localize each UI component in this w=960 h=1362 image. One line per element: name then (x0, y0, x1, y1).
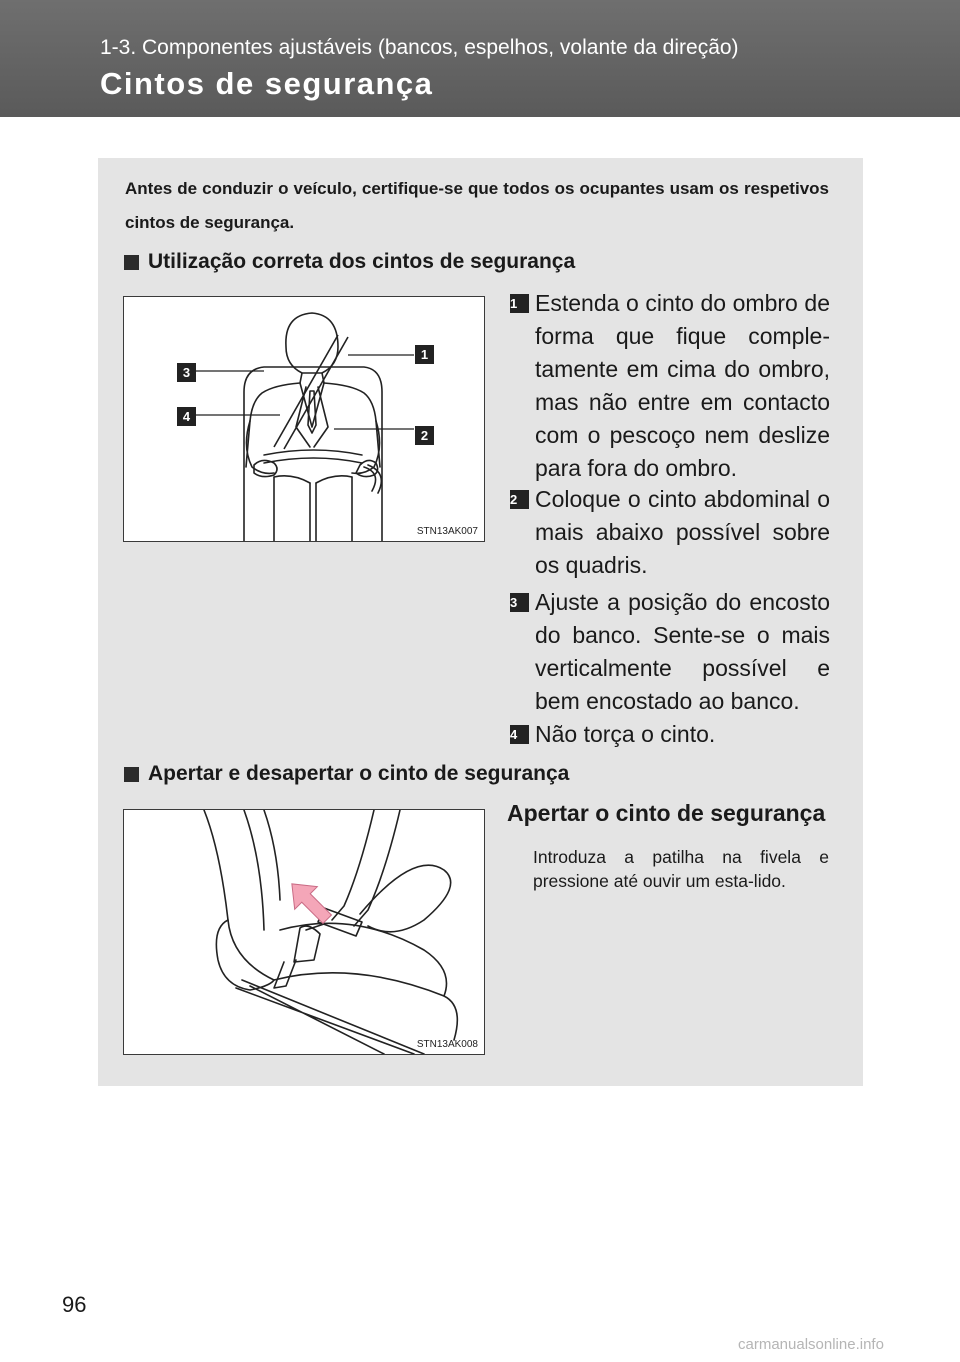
seatbelt-position-illustration (123, 296, 485, 542)
page-title: Cintos de segurança (100, 66, 434, 101)
step-number-badge: 4 (510, 725, 529, 744)
watermark: carmanualsonline.info (738, 1336, 884, 1353)
step-text: Não torça o cinto. (535, 721, 716, 747)
step-text: Ajuste a posição do encosto do banco. Sente-se o mais verticalmente possível e bem encostado ao banco. (535, 589, 830, 714)
step-number-badge: 2 (510, 490, 529, 509)
step-item (510, 287, 830, 485)
breadcrumb: 1-3. Componentes ajustáveis (bancos, espelhos, volante da direção) (100, 36, 739, 59)
figure-code: STN13AK007 (416, 526, 478, 537)
buckle-drawing (124, 810, 484, 1054)
step-number-badge: 3 (510, 593, 529, 612)
callout-badge-2: 2 (415, 426, 434, 445)
intro-text: Antes de conduzir o veículo, certifique-se que todos os ocupantes usam os respetivos cintos de segurança. (125, 179, 829, 232)
square-bullet-icon (124, 255, 139, 270)
page-header (0, 0, 960, 117)
page-number: 96 (62, 1292, 87, 1317)
square-bullet-icon (124, 767, 139, 782)
section-heading-fasten-unfasten (124, 762, 569, 786)
section-heading-label: Utilização correta dos cintos de segurança (148, 250, 576, 273)
buckle-fastening-illustration (123, 809, 485, 1055)
section-heading-label: Apertar e desapertar o cinto de segurança (148, 762, 570, 785)
figure-code: STN13AK008 (416, 1039, 478, 1050)
fasten-instruction-text: Introduza a patilha na fivela e pressione até ouvir um esta-lido. (533, 847, 829, 891)
step-text: Estenda o cinto do ombro de forma que fique comple-tamente em cima do ombro, mas não entre em contacto com o pescoço nem deslize para fora do ombro. (535, 290, 830, 481)
callout-badge-4: 4 (177, 407, 196, 426)
callout-badge-1: 1 (415, 345, 434, 364)
section-heading-correct-use (124, 250, 575, 274)
fasten-subheading: Apertar o cinto de segurança (507, 800, 826, 826)
step-item (510, 718, 830, 751)
step-number-badge: 1 (510, 294, 529, 313)
callout-badge-3: 3 (177, 363, 196, 382)
step-item (510, 483, 830, 582)
step-text: Coloque o cinto abdominal o mais abaixo possível sobre os quadris. (535, 486, 830, 578)
step-item (510, 586, 830, 718)
